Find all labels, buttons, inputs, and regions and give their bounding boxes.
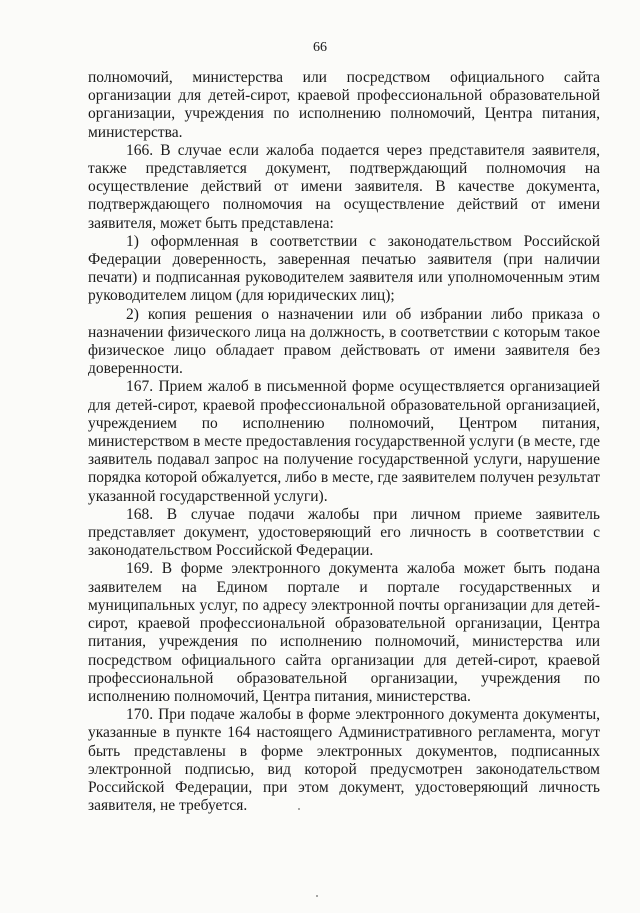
paragraph-167: 167. Прием жалоб в письменной форме осуществляется организацией для детей-сирот, краевой профессиональной образовательной организацией, учреждением по исполнению полномочий, Центром питания, министерством в месте предоставления государственной услуги (в месте, где заявитель подавал запрос на получение государственной услуги, нарушение порядка которой обжалуется, либо в месте, где заявителем получен результат указанной государственной услуги).: [88, 378, 600, 505]
page-number: 66: [313, 40, 327, 55]
document-body: [88, 69, 600, 815]
paragraph-166: 166. В случае если жалоба подается через представителя заявителя, также представляется документ, подтверждающий полномочия на осуществление действий от имени заявителя. В качестве документа, подтверждающего полномочия на осуществление действий от имени заявителя, может быть представлена:: [88, 141, 600, 232]
paragraph-169: 169. В форме электронного документа жалоба может быть подана заявителем на Едином портале и портале государственных и муниципальных услуг, по адресу электронной почты организации для детей-сирот, краевой профессиональной образовательной организации, Центра питания, учреждения по исполнению полномочий, министерства или посредством официального сайта организации для детей-сирот, краевой профессиональной образовательной организации, учреждения по исполнению полномочий, Центра питания, министерства.: [88, 560, 600, 705]
paragraph-continuation: полномочий, министерства или посредством официального сайта организации для детей-сирот, краевой профессиональной образовательной организации, учреждения по исполнению полномочий, Центра питания, министерства.: [88, 69, 600, 141]
list-item-2: 2) копия решения о назначении или об избрании либо приказа о назначении физического лица на должность, в соответствии с которым такое физическое лицо обладает правом действовать от имени заявителя без доверенности.: [88, 305, 600, 378]
paragraph-170: 170. При подаче жалобы в форме электронного документа документы, указанные в пункте 164 настоящего Административного регламента, могут быть представлены в форме электронных документов, подписанных электронной подписью, вид которой предусмотрен законодательством Российской Федерации, при этом документ, удостоверяющий личность заявителя, не требуется.: [88, 706, 600, 815]
paragraph-168: 168. В случае подачи жалобы при личном приеме заявитель представляет документ, удостоверяющий его личность в соответствии с законодательством Российской Федерации.: [88, 505, 600, 560]
scan-speck: [298, 808, 300, 810]
scan-speck: [316, 895, 318, 897]
list-item-1: 1) оформленная в соответствии с законодательством Российской Федерации доверенность, заверенная печатью заявителя (при наличии печати) и подписанная руководителем заявителя или уполномоченным этим руководителем лицом (для юридических лиц);: [88, 232, 600, 305]
